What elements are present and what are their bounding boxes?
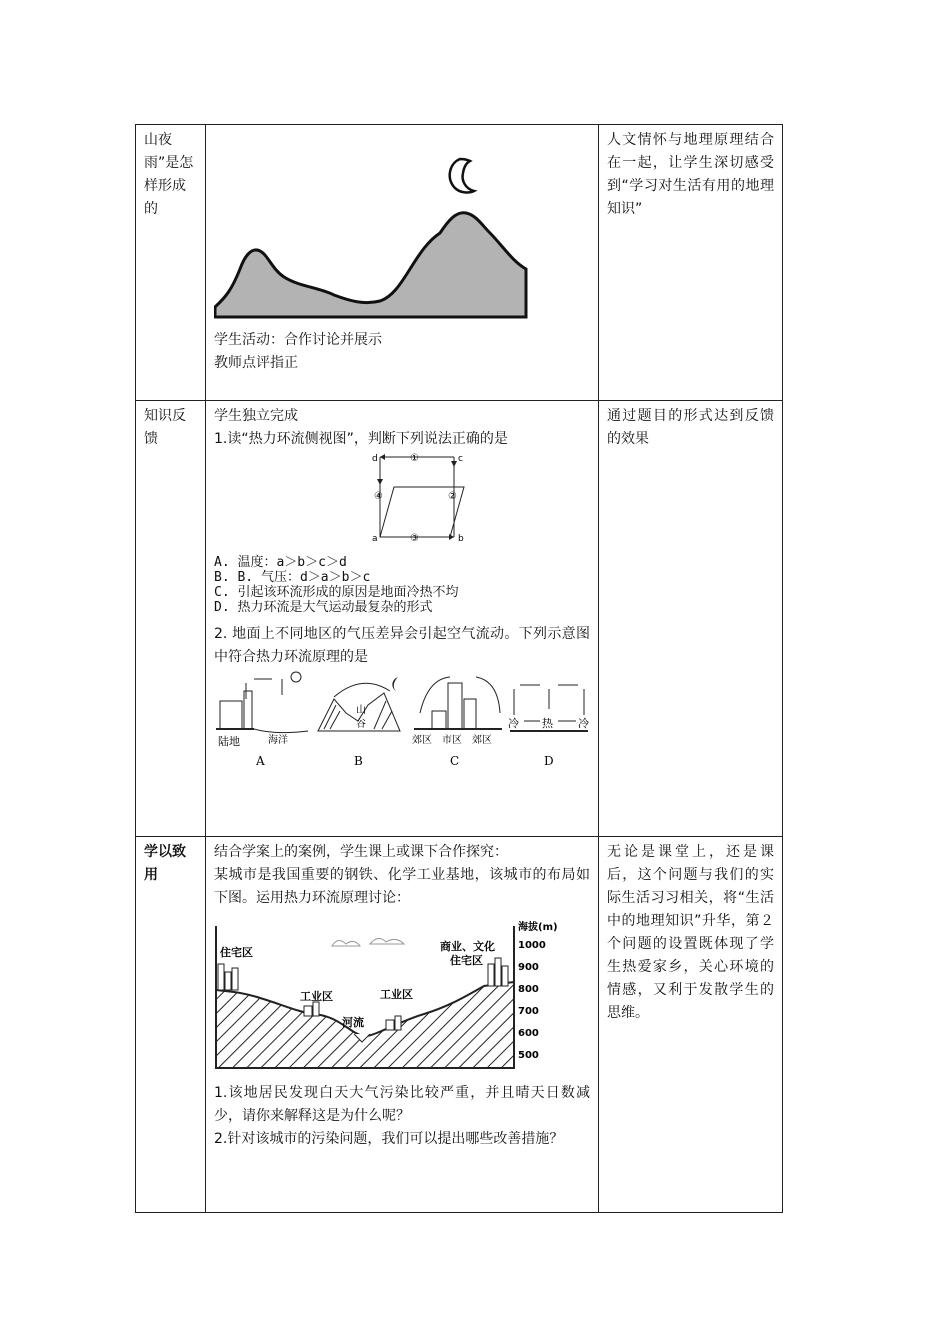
panel-d-label-hot: 热 xyxy=(542,717,553,730)
row-feedback xyxy=(136,401,783,837)
panel-c-label-suburb-2: 郊区 xyxy=(472,735,492,746)
row1-label xyxy=(136,125,206,401)
panel-d-label-cold-1: 冷 xyxy=(508,717,519,730)
row2-content xyxy=(206,401,599,837)
row2-intent-text: 通过题目的形式达到反馈的效果 xyxy=(607,408,774,447)
panel-a-letter: A xyxy=(256,754,265,768)
row3-content xyxy=(206,837,599,1213)
q1-options xyxy=(214,555,590,615)
row3-intent-text: 无论是课堂上，还是课后，这个问题与我们的实际生活习习相关，将“生活中的地理知识”升华，第２个问题的设置既体现了学生热爱家乡，关心环境的情感，又利于发散学生的思维。 xyxy=(607,844,774,1021)
panel-d xyxy=(508,685,589,768)
cloud-icon-2 xyxy=(370,938,404,944)
lesson-plan-table xyxy=(135,124,783,1213)
mountain-night-figure xyxy=(214,129,590,329)
label-a: a xyxy=(372,534,378,544)
panel-a-label-land: 陆地 xyxy=(218,735,240,748)
activity-line-2: 教师点评指正 xyxy=(214,355,298,371)
row3-label xyxy=(136,837,206,1213)
row2-label xyxy=(136,401,206,837)
moon-icon xyxy=(392,677,398,691)
arrow-1 xyxy=(380,454,385,460)
panel-c-label-suburb-1: 郊区 xyxy=(412,735,432,746)
row2-intent xyxy=(599,401,783,837)
city-layout-figure xyxy=(214,916,590,1076)
row1-intent xyxy=(599,125,783,401)
panel-b-label-mountain: 山 xyxy=(356,705,366,716)
thermal-circulation-figure xyxy=(214,451,590,551)
panel-c xyxy=(412,677,502,768)
row-application xyxy=(136,837,783,1213)
q1-option-b: B. B. 气压：d＞a＞b＞c xyxy=(214,570,371,585)
label-n2: ② xyxy=(448,491,457,502)
row3-intent xyxy=(599,837,783,1213)
tick-700: 700 xyxy=(518,1006,539,1017)
row1-intent-text: 人文情怀与地理原理结合在一起，让学生深切感受到“学习对生活有用的地理知识” xyxy=(607,132,774,217)
label-industrial-2: 工业区 xyxy=(380,988,413,1001)
label-b: b xyxy=(458,534,464,544)
application-question-1: 1.该地居民发现白天大气污染比较严重，并且晴天日数减少，请你来解释这是为什么呢？ xyxy=(214,1085,590,1124)
row3-label-text: 学以致用 xyxy=(144,844,186,883)
panel-a-label-sea: 海洋 xyxy=(268,735,288,746)
activity-line-1: 学生活动：合作讨论并展示 xyxy=(214,332,382,348)
circulation-options-figure xyxy=(214,669,590,769)
row1-label-text: 山夜雨”是怎样形成的 xyxy=(144,132,194,217)
row2-label-text: 知识反馈 xyxy=(144,408,186,447)
panel-d-label-cold-2: 冷 xyxy=(578,717,589,730)
panel-b-label-valley: 谷 xyxy=(356,719,366,730)
label-commercial: 商业、文化 xyxy=(440,940,495,953)
label-c: c xyxy=(458,454,463,464)
application-question-2: 2.针对该城市的污染问题，我们可以提出哪些改善措施？ xyxy=(214,1131,564,1147)
tick-500: 500 xyxy=(518,1050,539,1061)
arrow-4 xyxy=(377,479,383,485)
application-intro-1: 结合学案上的案例，学生课上或课下合作探究： xyxy=(214,844,508,860)
label-n4: ④ xyxy=(374,491,383,502)
tick-1000: 1000 xyxy=(518,940,546,951)
cloud-icon-1 xyxy=(332,940,360,946)
panel-d-letter: D xyxy=(544,754,554,768)
sun-icon xyxy=(291,672,301,682)
panel-a xyxy=(216,672,308,768)
panel-b-letter: B xyxy=(354,754,363,768)
panel-b xyxy=(318,677,400,768)
label-residential-left: 住宅区 xyxy=(220,946,253,959)
label-river: 河流 xyxy=(342,1016,364,1029)
panel-c-letter: C xyxy=(450,754,460,768)
q2-stem: 2. 地面上不同地区的气压差异会引起空气流动。下列示意图中符合热力环流原理的是 xyxy=(214,626,590,665)
row1-activity xyxy=(206,125,599,401)
elevation-ticks xyxy=(518,940,546,1061)
terrain-profile xyxy=(216,982,514,1068)
q1-option-d: D. 热力环流是大气运动最复杂的形式 xyxy=(214,600,433,615)
label-d: d xyxy=(372,454,378,464)
tick-800: 800 xyxy=(518,984,539,995)
crescent-moon-icon xyxy=(450,159,474,192)
application-intro-2: 某城市是我国重要的钢铁、化学工业基地，该城市的布局如下图。运用热力环流原理讨论： xyxy=(214,867,590,906)
panel-c-label-city: 市区 xyxy=(442,735,462,746)
arrow-3 xyxy=(449,534,454,540)
feedback-intro: 学生独立完成 xyxy=(214,408,298,424)
label-n1: ① xyxy=(410,453,419,464)
tick-600: 600 xyxy=(518,1028,539,1039)
mountain-silhouette xyxy=(215,213,526,317)
q1-option-a: A. 温度：a＞b＞c＞d xyxy=(214,555,347,570)
tick-900: 900 xyxy=(518,962,539,973)
row-mountain-rain xyxy=(136,125,783,401)
q1-stem: 1.读“热力环流侧视图”，判断下列说法正确的是 xyxy=(214,431,508,447)
axis-title: 海拔(m) xyxy=(518,922,558,933)
label-industrial-1: 工业区 xyxy=(300,990,333,1003)
label-residential-right: 住宅区 xyxy=(450,954,483,967)
label-n3: ③ xyxy=(410,533,419,544)
q1-option-c: C. 引起该环流形成的原因是地面冷热不均 xyxy=(214,585,459,600)
arrow-2 xyxy=(451,461,457,467)
